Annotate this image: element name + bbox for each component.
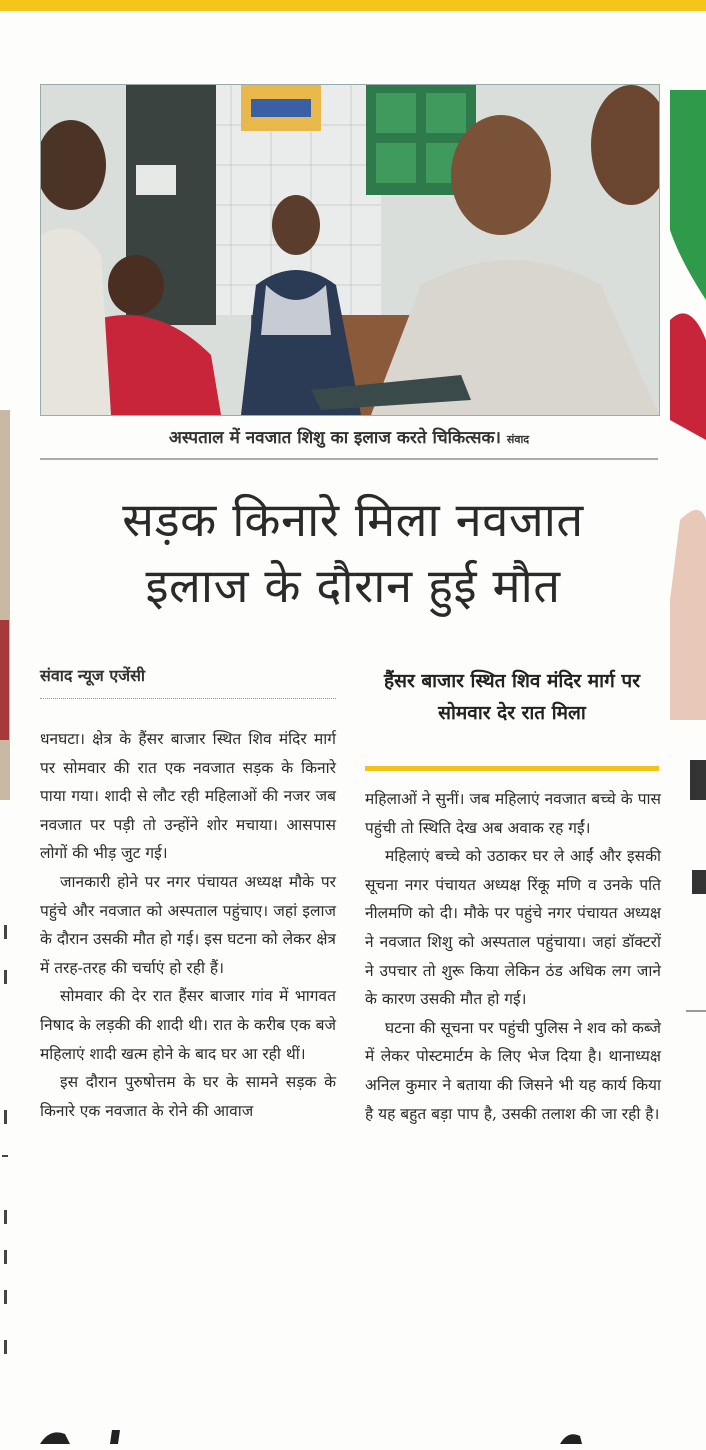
article-column-1: [40, 725, 336, 1125]
next-article-headline-cropped: [20, 1420, 620, 1444]
byline-divider: [40, 698, 336, 699]
article-column-2: [365, 785, 661, 1128]
headline: [40, 488, 666, 620]
headline-line-2: इलाज के दौरान हुई मौत: [145, 559, 561, 614]
paragraph: महिलाओं ने सुनीं। जब महिलाएं नवजात बच्चे के पास पहुंची तो स्थिति देख अब अवाक रह गईं।: [365, 790, 661, 837]
paragraph: घटना की सूचना पर पहुंची पुलिस ने शव को कब्जे में लेकर पोस्टमार्टम के लिए भेज दिया है। थानाध्यक्ष अनिल कुमार ने बताया की जिसने भी यह कार्य किया है यह बहुत बड़ा पाप है, उसकी तलाश की जा रही है।: [365, 1018, 661, 1123]
paragraph: जानकारी होने पर नगर पंचायत अध्यक्ष मौके पर पहुंचे और नवजात को अस्पताल पहुंचाए। जहां इलाज के दौरान उसकी मौत हो गई। इस घटना को लेकर क्षेत्र में तरह-तरह की चर्चाएं हो रही हैं।: [40, 872, 336, 977]
caption-text: अस्पताल में नवजात शिशु का इलाज करते चिकित्सक।: [168, 428, 501, 448]
paragraph: इस दौरान पुरुषोत्तम के घर के सामने सड़क के किनारे एक नवजात के रोने की आवाज: [40, 1073, 336, 1120]
byline: संवाद न्यूज एजेंसी: [40, 666, 146, 685]
caption-credit: संवाद: [506, 433, 530, 446]
pull-quote: हैंसर बाजार स्थित शिव मंदिर मार्ग पर सोमवार देर रात मिला: [384, 670, 640, 724]
right-edge-art: [670, 0, 706, 1444]
headline-line-1: सड़क किनारे मिला नवजात: [122, 493, 584, 548]
paragraph: महिलाएं बच्चे को उठाकर घर ले आईं और इसकी सूचना नगर पंचायत अध्यक्ष रिंकू मणि व उनके पति नीलमणि को दी। मौके पर पहुंचे नगर पंचायत अध्यक्ष ने नवजात शिशु को अस्पताल पहुंचाया। जहां डॉक्टरों ने उपचार तो शुरू किया लेकिन ठंड अधिक लग जाने के कारण उसकी मौत हो गई।: [365, 847, 661, 1009]
paragraph: धनघटा। क्षेत्र के हैंसर बाजार स्थित शिव मंदिर मार्ग पर सोमवार की रात एक नवजात सड़क के किनारे पाया गया। शादी से लौट रही महिलाओं की नजर जब नवजात पर पड़ी तो उन्होंने शोर मचाया। आसपास लोगों की भीड़ जुट गई।: [40, 730, 336, 863]
news-photo: [40, 84, 660, 416]
photo-illustration: [41, 85, 659, 415]
paragraph: सोमवार की देर रात हैंसर बाजार गांव में भागवत निषाद के लड़की की शादी थी। रात के करीब एक बजे महिलाएं शादी खत्म होने के बाद घर आ रही थीं।: [40, 987, 336, 1063]
adjacent-page-edge-left: [0, 410, 12, 1450]
top-color-bar: [0, 0, 706, 11]
caption-divider: [40, 458, 658, 460]
pull-quote-bar: [365, 766, 659, 771]
cropped-text-art: [20, 1420, 620, 1444]
adjacent-page-edge-right: [670, 0, 706, 1444]
left-edge-art: [0, 410, 12, 1450]
photo-caption: [40, 424, 658, 452]
